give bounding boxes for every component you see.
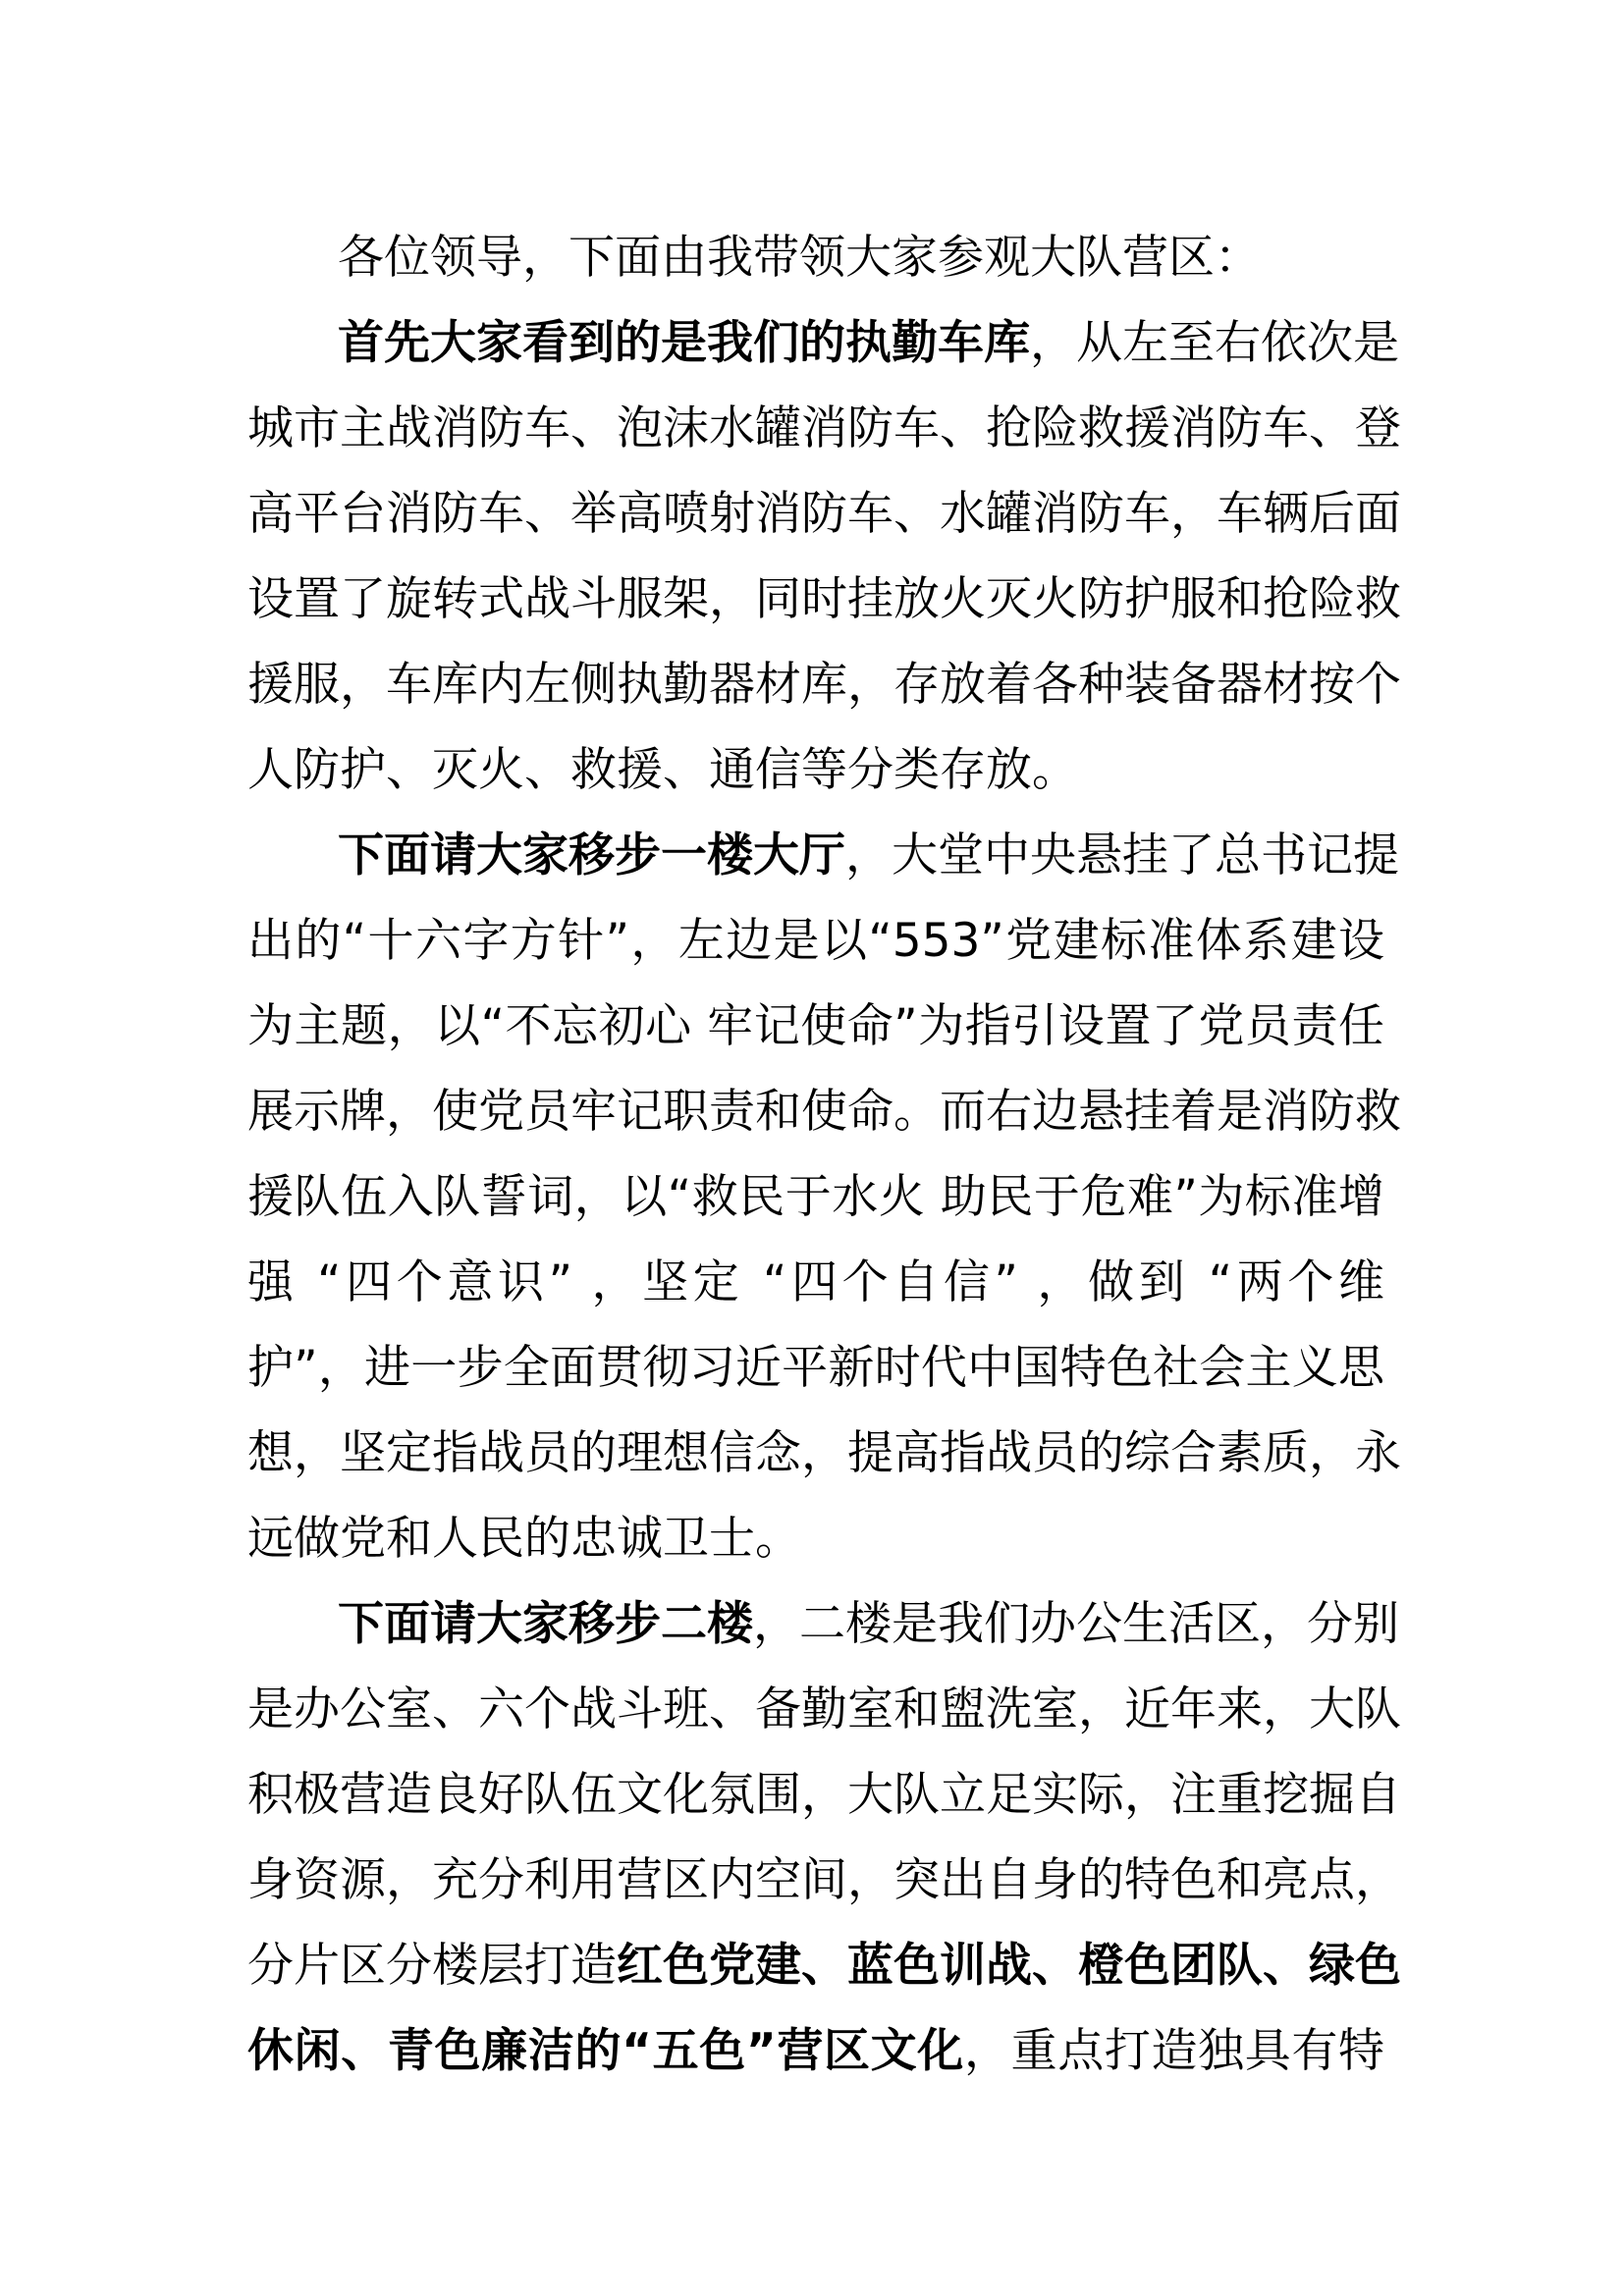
text-line xyxy=(247,1240,1384,1325)
text: ，重点打造独具有特 xyxy=(963,2024,1385,2078)
text-line xyxy=(247,557,1401,642)
text: 设置了旋转式战斗服架，同时挂放火灭火防护服和抢险救 xyxy=(247,572,1401,626)
text-line xyxy=(247,471,1401,557)
text-line xyxy=(247,1581,1399,1667)
text: 强 “四个意识” ，坚定 “四个自信” ，做到 “两个维 xyxy=(247,1255,1384,1309)
text-line xyxy=(247,1752,1401,1838)
text-line xyxy=(247,1411,1401,1496)
text: 分片区分楼层打造 xyxy=(247,1939,617,1993)
text: 远做党和人民的忠诚卫士。 xyxy=(247,1512,801,1566)
text-line xyxy=(247,2008,1384,2094)
text: 高平台消防车、举高喷射消防车、水罐消防车，车辆后面 xyxy=(247,487,1401,541)
text: 人防护、灭火、救援、通信等分类存放。 xyxy=(247,743,1078,797)
text: 城市主战消防车、泡沫水罐消防车、抢险救援消防车、登 xyxy=(247,401,1401,455)
text-line xyxy=(247,1154,1384,1240)
paragraph xyxy=(247,300,1401,813)
text: 护”，进一步全面贯彻习近平新时代中国特色社会主义思 xyxy=(247,1341,1384,1395)
text: 出的“十六字方针”，左边是以“553”党建标准体系建设 xyxy=(247,914,1384,968)
bold-text: 红色党建、蓝色训战、橙色团队、绿色 xyxy=(617,1939,1401,1993)
bold-text: 休闲、青色廉洁的“五色”营区文化 xyxy=(247,2024,964,2078)
text: 各位领导，下面由我带领大家参观大队营区： xyxy=(338,231,1261,285)
text-line xyxy=(247,984,1384,1069)
text-line xyxy=(247,642,1401,727)
bold-text: 首先大家看到的是我们的执勤车库 xyxy=(338,316,1030,370)
paragraph xyxy=(247,215,1384,300)
paragraph xyxy=(247,1581,1401,2094)
text: 想，坚定指战员的理想信念，提高指战员的综合素质，永 xyxy=(247,1426,1401,1480)
text-line xyxy=(247,813,1399,898)
text: 是办公室、六个战斗班、备勤室和盥洗室，近年来，大队 xyxy=(247,1682,1401,1736)
text-line xyxy=(247,1838,1401,1923)
text-line xyxy=(247,1069,1401,1154)
bold-text: 下面请大家移步二楼 xyxy=(338,1597,753,1651)
text-line xyxy=(247,1923,1401,2008)
paragraph xyxy=(247,813,1401,1581)
text: ，大堂中央悬挂了总书记提 xyxy=(845,828,1399,882)
text-line xyxy=(247,727,1384,813)
text: ，二楼是我们办公生活区，分别 xyxy=(753,1597,1399,1651)
text: ，从左至右依次是 xyxy=(1030,316,1399,370)
text: 援队伍入队誓词，以“救民于水火 助民于危难”为标准增 xyxy=(247,1170,1384,1224)
text: 援服，车库内左侧执勤器材库，存放着各种装备器材按个 xyxy=(247,658,1401,712)
text: 展示牌，使党员牢记职责和使命。而右边悬挂着是消防救 xyxy=(247,1085,1401,1139)
text-line xyxy=(247,898,1384,984)
text-line xyxy=(247,1667,1401,1752)
text-line xyxy=(247,215,1384,300)
text-line xyxy=(247,300,1399,386)
document-body xyxy=(247,215,1401,2094)
bold-text: 下面请大家移步一楼大厅 xyxy=(338,828,845,882)
text-line xyxy=(247,386,1401,471)
text-line xyxy=(247,1325,1384,1411)
text: 身资源，充分利用营区内空间，突出自身的特色和亮点， xyxy=(247,1853,1401,1907)
text: 积极营造良好队伍文化氛围，大队立足实际，注重挖掘自 xyxy=(247,1768,1401,1822)
text: 为主题，以“不忘初心 牢记使命”为指引设置了党员责任 xyxy=(247,999,1384,1053)
text-line xyxy=(247,1496,1384,1581)
